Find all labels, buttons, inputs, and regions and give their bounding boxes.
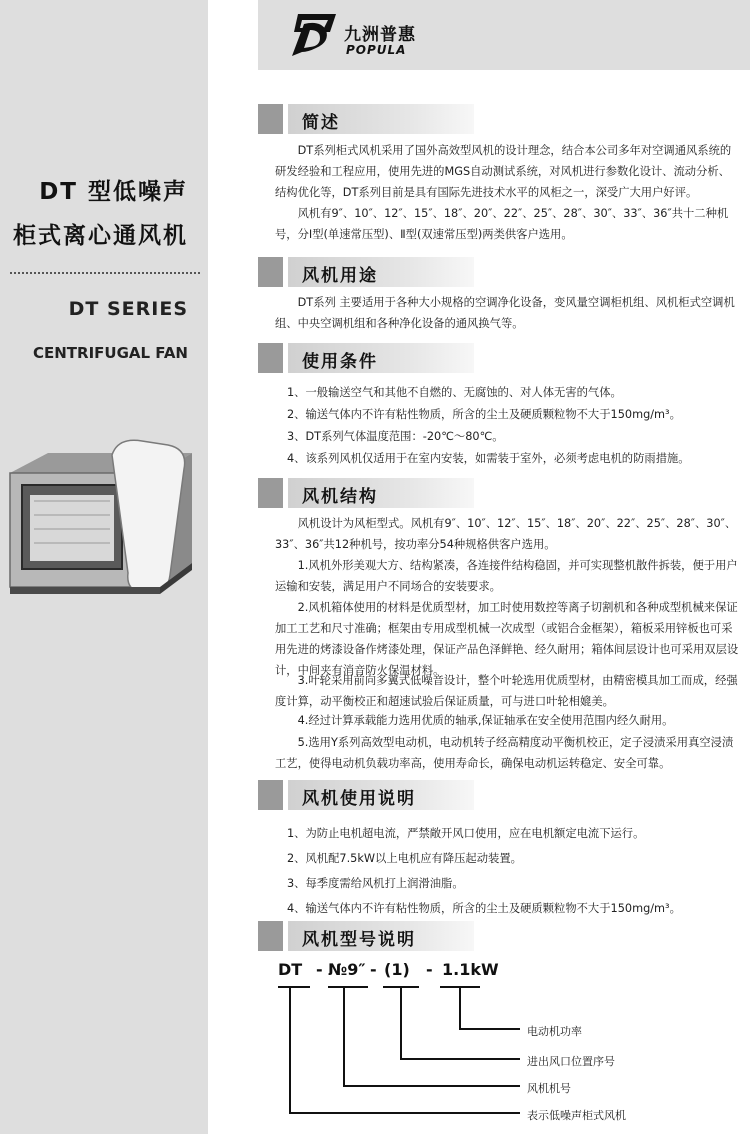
header-bar bbox=[258, 0, 750, 70]
condition-item: 1、一般输送空气和其他不自燃的、无腐蚀的、对人体无害的气体。 bbox=[287, 386, 622, 399]
model-code-position: (1) bbox=[384, 960, 410, 979]
section-header-structure bbox=[258, 478, 474, 508]
product-title-line2: 柜式离心通风机 bbox=[13, 223, 188, 249]
structure-item: 1.风机外形美观大方、结构紧凑，各连接件结构稳固，并可实现整机散件拆装，便于用户运输和安装，满足用户不同场合的安装要求。 bbox=[275, 559, 738, 593]
model-code-number: №9″ bbox=[328, 960, 366, 979]
model-code-power: 1.1kW bbox=[442, 960, 499, 979]
structure-item: 3.叶轮采用前向多翼式低噪音设计，整个叶轮选用优质型材，由精密模具加工而成，经强度计算，动平衡校正和超速试验后保证质量，可与进口叶轮相媲美。 bbox=[275, 674, 738, 708]
sidebar bbox=[0, 0, 208, 1134]
condition-item: 2、输送气体内不许有粘性物质，所含的尘土及硬质颗粒物不大于150mg/m³。 bbox=[287, 408, 681, 421]
instruction-item: 3、每季度需给风机打上润滑油脂。 bbox=[287, 877, 464, 890]
logo-text-cn: 九洲普惠 bbox=[344, 25, 416, 45]
model-bracket-diagram bbox=[270, 985, 570, 1130]
instruction-item: 1、为防止电机超电流，严禁敞开风口使用，应在电机额定电流下运行。 bbox=[287, 827, 645, 840]
legend-low-noise-cabinet: 表示低噪声柜式风机 bbox=[527, 1109, 626, 1122]
overview-paragraph-2: 风机有9″、10″、12″、15″、18″、20″、22″、25″、28″、30″、33″、36″共十二种机号，分Ⅰ型(单速常压型)、Ⅱ型(双速常压型)两类供客户选用。 bbox=[275, 207, 729, 241]
structure-item: 2.风机箱体使用的材料是优质型材，加工时使用数控等离子切割机和各种成型机械来保证加工工艺和尺寸准确；框架由专用成型机械一次成型（或铝合金框架），箱板采用锌板也可采用先进的烤漆设备作烤漆处理，保证产品色泽鲜艳、经久耐用；箱体间层设计也可采用双层设计，中间夹有消音防火保温材料。 bbox=[275, 601, 739, 677]
instruction-item: 2、风机配7.5kW以上电机应有降压起动装置。 bbox=[287, 852, 522, 865]
logo-text-en: POPULA bbox=[346, 43, 407, 57]
popula-logo-icon bbox=[290, 12, 340, 58]
section-title: 风机使用说明 bbox=[302, 789, 416, 809]
section-header-overview bbox=[258, 104, 474, 134]
model-code-dash: - bbox=[426, 960, 433, 979]
section-header-instructions bbox=[258, 780, 474, 810]
product-title-line1: DT 型低噪声 bbox=[39, 179, 188, 205]
model-code-dash: - bbox=[316, 960, 323, 979]
legend-motor-power: 电动机功率 bbox=[527, 1025, 582, 1038]
section-header-conditions bbox=[258, 343, 474, 373]
product-type-en: CENTRIFUGAL FAN bbox=[33, 344, 188, 362]
structure-item: 4.经过计算承载能力选用优质的轴承,保证轴承在安全使用范围内经久耐用。 bbox=[297, 714, 674, 727]
section-title: 使用条件 bbox=[302, 352, 378, 372]
fan-product-image bbox=[0, 425, 208, 625]
legend-outlet-position: 进出风口位置序号 bbox=[527, 1055, 615, 1068]
overview-paragraph-1: DT系列柜式风机采用了国外高效型风机的设计理念，结合本公司多年对空调通风系统的研发经验和工程应用，使用先进的MGS自动测试系统，对风机进行参数化设计、流动分析、结构优化等，DT系列目前是具有国际先进技术水平的风柜之一，深受广大用户好评。 bbox=[275, 144, 732, 199]
dotted-divider bbox=[10, 272, 200, 274]
legend-fan-number: 风机机号 bbox=[527, 1082, 571, 1095]
product-series-en: DT SERIES bbox=[68, 298, 188, 320]
section-title: 风机型号说明 bbox=[302, 930, 416, 950]
condition-item: 4、该系列风机仅适用于在室内安装，如需装于室外，必须考虑电机的防雨措施。 bbox=[287, 452, 690, 465]
section-title: 简述 bbox=[302, 113, 340, 133]
section-header-usage bbox=[258, 257, 474, 287]
section-title: 风机结构 bbox=[302, 487, 378, 507]
condition-item: 3、DT系列气体温度范围：-20℃～80℃。 bbox=[287, 430, 504, 443]
section-title: 风机用途 bbox=[302, 266, 378, 286]
usage-paragraph: DT系列 主要适用于各种大小规格的空调净化设备，变风量空调柜机组、风机柜式空调机组、中央空调机组和各种净化设备的通风换气等。 bbox=[275, 296, 735, 330]
structure-item: 5.选用Y系列高效型电动机，电动机转子经高精度动平衡机校正，定子浸渍采用真空浸渍工艺，使得电动机负载功率高，使用寿命长，确保电动机运转稳定、安全可靠。 bbox=[275, 736, 734, 770]
structure-intro: 风机设计为风柜型式。风机有9″、10″、12″、15″、18″、20″、22″、25″、28″、30″、33″、36″共12种机号，按功率分54种规格供客户选用。 bbox=[275, 517, 737, 551]
model-code-dash: - bbox=[370, 960, 377, 979]
section-header-model bbox=[258, 921, 474, 951]
instruction-item: 4、输送气体内不许有粘性物质，所含的尘土及硬质颗粒物不大于150mg/m³。 bbox=[287, 902, 681, 915]
model-code-dt: DT bbox=[278, 960, 303, 979]
